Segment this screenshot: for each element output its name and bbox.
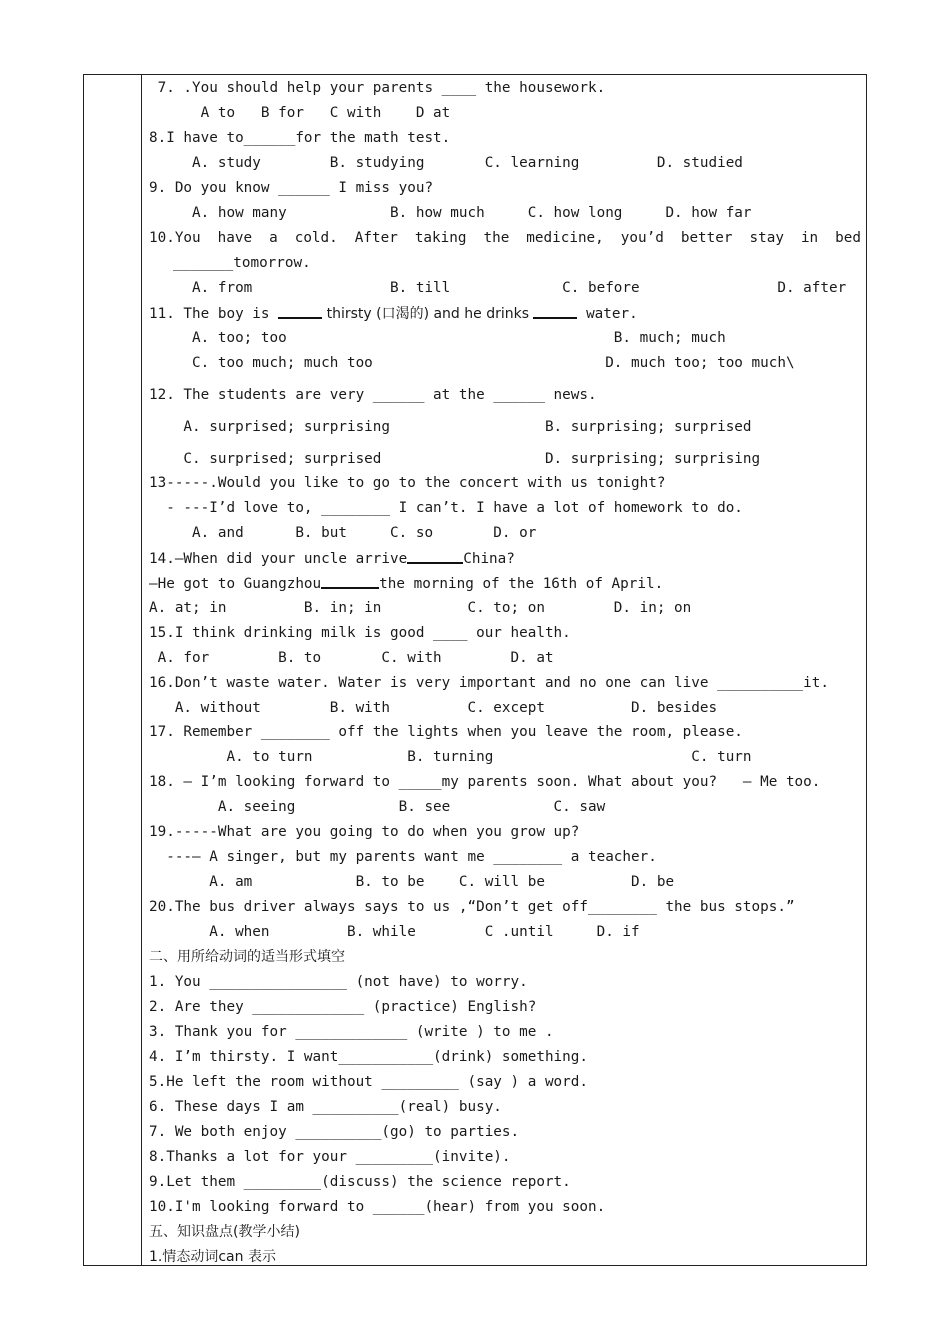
fill-item-1: 1. You ________________ (not have) to worry. xyxy=(149,974,528,990)
blank xyxy=(407,548,463,564)
question-11-options-ab: A. too; too B. much; much xyxy=(149,330,726,346)
section-2-heading: 二、用所给动词的适当形式填空 xyxy=(149,949,345,965)
question-12-options-cd: C. surprised; surprised D. surprising; surprising xyxy=(149,451,761,467)
question-8: 8.I have to______for the math test. xyxy=(149,130,451,146)
fill-item-9: 9.Let them _________(discuss) the science report. xyxy=(149,1174,571,1190)
question-19: 19.-----What are you going to do when you grow up? xyxy=(149,824,580,840)
blank xyxy=(533,303,577,319)
question-19-reply: ---— A singer, but my parents want me ________ a teacher. xyxy=(149,849,657,865)
question-10-continued: _______tomorrow. xyxy=(173,255,311,271)
fill-item-5: 5.He left the room without _________ (say ) a word. xyxy=(149,1074,588,1090)
question-14: 14.—When did your uncle arrive China? xyxy=(149,548,515,568)
question-10-options: A. from B. till C. before D. after xyxy=(149,280,847,296)
question-16-options: A. without B. with C. except D. besides xyxy=(149,700,718,716)
question-10: 10.You have a cold. After taking the medicine, you’d better stay in bed xyxy=(149,230,861,246)
fill-item-10: 10.I'm looking forward to ______(hear) from you soon. xyxy=(149,1199,606,1215)
blank xyxy=(278,303,322,319)
question-14-options: A. at; in B. in; in C. to; on D. in; on xyxy=(149,600,692,616)
question-15-options: A. for B. to C. with D. at xyxy=(149,650,554,666)
question-19-options: A. am B. to be C. will be D. be xyxy=(149,874,675,890)
fill-item-2: 2. Are they _____________ (practice) English? xyxy=(149,999,537,1015)
fill-item-4: 4. I’m thirsty. I want___________(drink) something. xyxy=(149,1049,588,1065)
question-9: 9. Do you know ______ I miss you? xyxy=(149,180,434,196)
question-8-options: A. study B. studying C. learning D. studied xyxy=(149,155,743,171)
fill-item-7: 7. We both enjoy __________(go) to parties. xyxy=(149,1124,520,1140)
question-12: 12. The students are very ______ at the ______ news. xyxy=(149,387,597,403)
question-18-options: A. seeing B. see C. saw xyxy=(149,799,606,815)
blank xyxy=(321,573,379,589)
section-5-heading: 五、知识盘点(教学小结) xyxy=(149,1224,300,1240)
table-column-divider xyxy=(141,74,142,1266)
question-18: 18. — I’m looking forward to _____my parents soon. What about you? — Me too. xyxy=(149,774,821,790)
question-11: 11. The boy is thirsty (口渴的) and he drinks water. xyxy=(149,303,638,323)
question-17-options: A. to turn B. turning C. turn xyxy=(149,749,752,765)
question-9-options: A. how many B. how much C. how long D. how far xyxy=(149,205,752,221)
question-11-options-cd: C. too much; much too D. much too; too much\ xyxy=(149,355,795,371)
fill-item-6: 6. These days I am __________(real) busy. xyxy=(149,1099,502,1115)
question-16: 16.Don’t waste water. Water is very important and no one can live __________it. xyxy=(149,675,829,691)
question-17: 17. Remember ________ off the lights when you leave the room, please. xyxy=(149,724,743,740)
question-13: 13-----.Would you like to go to the concert with us tonight? xyxy=(149,475,666,491)
question-15: 15.I think drinking milk is good ____ our health. xyxy=(149,625,571,641)
question-13-reply: - ---I’d love to, ________ I can’t. I have a lot of homework to do. xyxy=(149,500,743,516)
question-7: 7. .You should help your parents ____ the housework. xyxy=(149,80,606,96)
question-20: 20.The bus driver always says to us ,“Don’t get off________ the bus stops.” xyxy=(149,899,795,915)
question-7-options: A to B for C with D at xyxy=(149,105,451,121)
fill-item-3: 3. Thank you for _____________ (write ) to me . xyxy=(149,1024,554,1040)
summary-item-1: 1.情态动词can 表示 xyxy=(149,1249,276,1265)
fill-item-8: 8.Thanks a lot for your _________(invite). xyxy=(149,1149,511,1165)
question-14-reply: —He got to Guangzhou the morning of the 16th of April. xyxy=(149,573,663,593)
question-12-options-ab: A. surprised; surprising B. surprising; surprised xyxy=(149,419,752,435)
question-20-options: A. when B. while C .until D. if xyxy=(149,924,640,940)
question-13-options: A. and B. but C. so D. or xyxy=(149,525,537,541)
